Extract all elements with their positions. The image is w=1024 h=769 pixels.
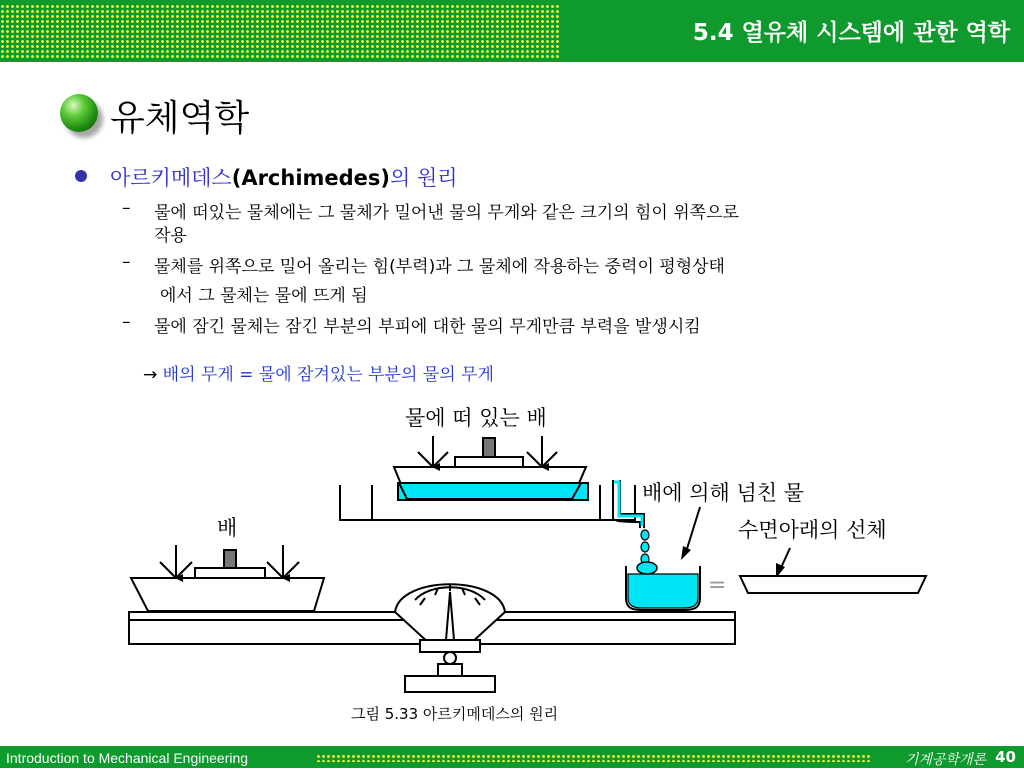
label-ship: 배 — [217, 516, 238, 540]
dash-1: – — [122, 198, 131, 218]
submerged-hull — [740, 576, 926, 593]
bullet-bold: (Archimedes) — [231, 166, 391, 190]
ship-standalone — [131, 545, 324, 611]
sub-item-1-line-2: 작용 — [154, 226, 187, 246]
footer-course-korean: 기계공학개론 — [904, 752, 986, 768]
water-drops — [641, 530, 649, 564]
dash-3: – — [122, 312, 131, 332]
label-overflow-water: 배에 의해 넘친 물 — [642, 481, 805, 505]
right-arrow-icon: → — [143, 365, 158, 385]
label-submerged-hull: 수면아래의 선체 — [738, 518, 887, 542]
bullet-prefix: 아르키메데스 — [110, 166, 232, 190]
label-floating-ship: 물에 떠 있는 배 — [405, 406, 547, 430]
sub-item-2-line-1: 물체를 위쪽으로 밀어 올리는 힘(부력)과 그 물체에 작용하는 중력이 평형상태 — [154, 257, 725, 277]
equals-sign: = — [708, 573, 727, 598]
sub-item-3-line-1: 물에 잠긴 물체는 잠긴 부분의 부피에 대한 물의 무게만큼 부력을 발생시킴 — [154, 317, 701, 337]
overflow-arrow — [686, 507, 700, 552]
arrow-note-text: 배의 무게 = 물에 잠겨있는 부분의 물의 무게 — [162, 365, 494, 385]
sub-item-2-line-2: 에서 그 물체는 물에 뜨게 됨 — [160, 286, 368, 306]
dash-2: – — [122, 252, 131, 272]
overflow-arrow-head — [681, 546, 691, 560]
section-title: 유체역학 — [110, 98, 250, 139]
sub-item-1-line-1: 물에 떠있는 물체에는 그 물체가 밀어낸 물의 무게와 같은 크기의 힘이 위쪽으로 — [154, 203, 739, 223]
bullet-suffix: 의 원리 — [390, 166, 458, 190]
page-number: 40 — [995, 748, 1016, 766]
ship-floating — [394, 436, 586, 499]
beaker — [626, 562, 700, 610]
header-title: 5.4 열유체 시스템에 관한 역학 — [692, 20, 1010, 46]
footer-course-title: Introduction to Mechanical Engineering — [6, 750, 249, 766]
footer-dot-pattern — [316, 754, 872, 762]
figure-caption: 그림 5.33 아르키메데스의 원리 — [351, 705, 559, 723]
